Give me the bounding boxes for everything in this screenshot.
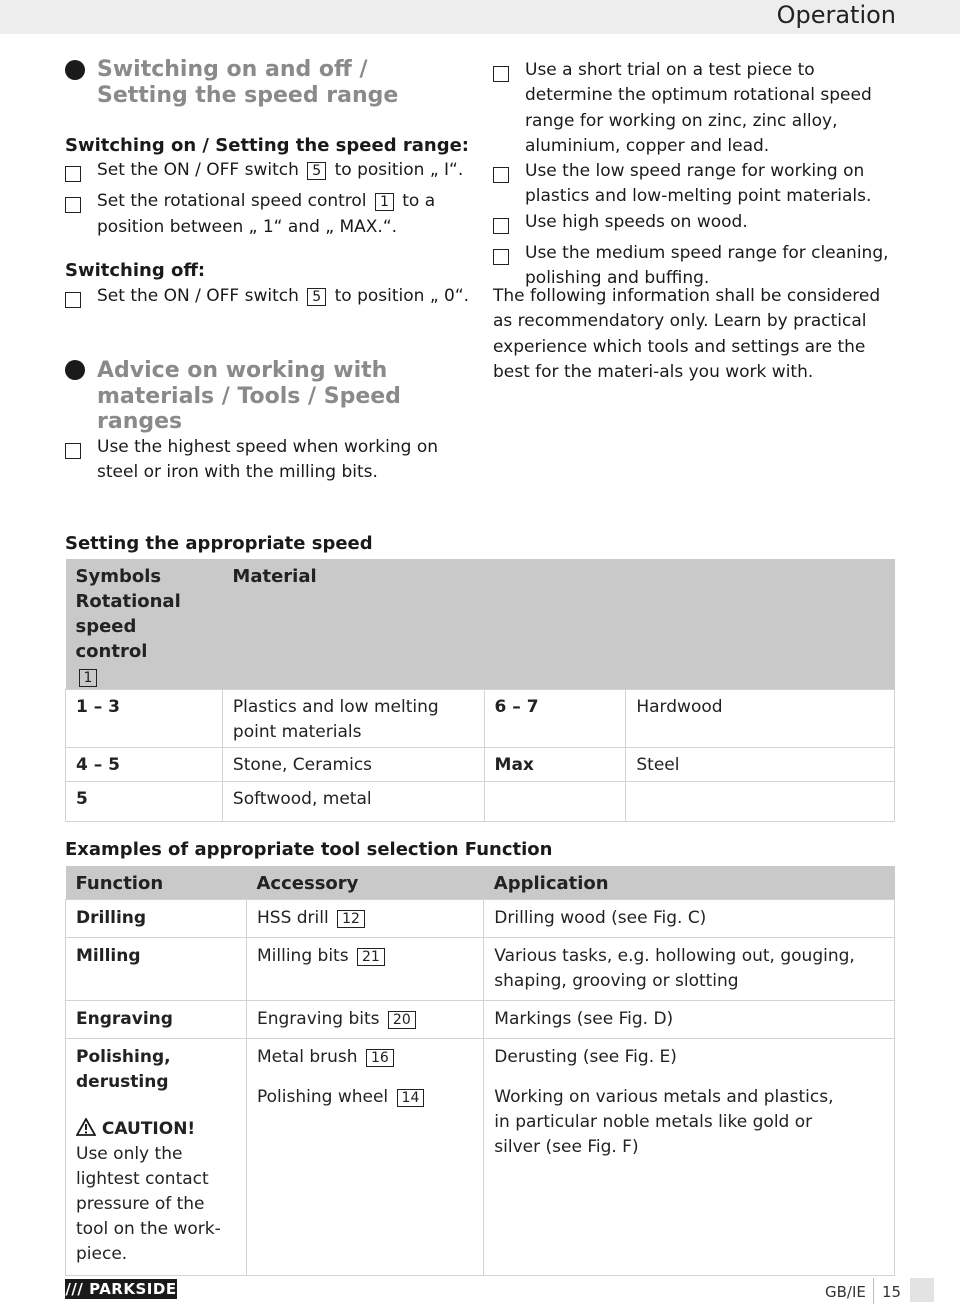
part-number: 16 [366, 1049, 394, 1067]
caution-label: CAUTION! [76, 1117, 236, 1142]
header-symbols: Symbols Rotational speed control 1 [66, 559, 223, 690]
list-item: Set the rotational speed control 1 to a position between „ 1“ and „ MAX.“. [65, 189, 475, 240]
caution-text: Use only the lightest contact pressure of the tool on the work-piece. [76, 1144, 221, 1264]
language-code: GB/IE [825, 1283, 866, 1301]
part-number: 5 [307, 288, 326, 306]
page-number: 15 [882, 1283, 902, 1301]
list-item: Use the highest speed when working on steel or iron with the milling bits. [65, 435, 465, 486]
list-item: Use high speeds on wood. [493, 210, 903, 241]
brand-logo: /// PARKSIDE [65, 1280, 177, 1298]
right-column-list [493, 58, 903, 292]
header-application: Application [484, 866, 895, 900]
table-row: Milling Milling bits 21 Various tasks, e.g. hollowing out, gouging, shaping, grooving or slotting [66, 938, 895, 1001]
tool-table [65, 866, 895, 1276]
switching-on-list [65, 158, 475, 240]
advice-list [65, 435, 465, 486]
checkbox-icon [65, 292, 81, 308]
switching-heading: Switching on and off / Setting the speed range [97, 57, 399, 108]
header-function: Function [66, 866, 247, 900]
table-row: Polishing, derusting CAUTION! Use only the lightest contact pressure of the tool on the work-piece. Metal brush 16 Polishing wheel 14 Derusting (see Fig. E) Working on various metals and plastics, in particular noble metals like gold or silver (see Fig. F) [66, 1039, 895, 1276]
list-item: Set the ON / OFF switch 5 to position „ 0“. [65, 284, 475, 315]
speed-table-title: Setting the appropriate speed [65, 533, 373, 554]
list-item: Use the medium speed range for cleaning, polishing and buffing. [493, 241, 903, 292]
header-material: Material [222, 559, 894, 690]
part-number: 14 [397, 1089, 425, 1107]
speed-table [65, 559, 895, 822]
checkbox-icon [65, 197, 81, 213]
part-number: 12 [337, 910, 365, 928]
recommendation-paragraph: The following information shall be considered as recommendatory only. Learn by practical experience which tools and settings are the best for the materi-als you work with. [493, 286, 881, 382]
checkbox-icon [493, 218, 509, 234]
checkbox-icon [493, 167, 509, 183]
section-title: Operation [776, 1, 896, 29]
table-header-row [66, 866, 895, 900]
header-accessory: Accessory [247, 866, 484, 900]
switching-off-subheading: Switching off: [65, 260, 206, 281]
list-item: Use the low speed range for working on plastics and low-melting point materials. [493, 159, 903, 210]
footer-divider [873, 1278, 874, 1304]
checkbox-icon [493, 66, 509, 82]
tool-table-title: Examples of appropriate tool selection Function [65, 839, 553, 860]
table-row: 5 Softwood, metal [66, 782, 895, 822]
part-number: 21 [357, 948, 385, 966]
checkbox-icon [493, 249, 509, 265]
table-row: Engraving Engraving bits 20 Markings (see Fig. D) [66, 1001, 895, 1039]
switching-on-subheading: Switching on / Setting the speed range: [65, 135, 469, 156]
table-row: 4 – 5 Stone, Ceramics Max Steel [66, 748, 895, 782]
warning-triangle-icon [76, 1118, 96, 1136]
part-number: 20 [388, 1011, 416, 1029]
part-number: 1 [375, 193, 394, 211]
checkbox-icon [65, 166, 81, 182]
bullet-dot-icon [65, 60, 85, 80]
part-number: 5 [307, 162, 326, 180]
table-row: 1 – 3 Plastics and low melting point materials 6 – 7 Hardwood [66, 690, 895, 748]
switching-off-list [65, 284, 475, 315]
table-row: Drilling HSS drill 12 Drilling wood (see Fig. C) [66, 900, 895, 938]
bullet-dot-icon [65, 360, 85, 380]
footer-marker [910, 1278, 934, 1302]
list-item: Use a short trial on a test piece to determine the optimum rotational speed range for working on zinc, zinc alloy, aluminium, copper and lead. [493, 58, 903, 159]
table-header-row [66, 559, 895, 690]
part-number: 1 [79, 669, 98, 687]
list-item: Set the ON / OFF switch 5 to position „ I“. [65, 158, 475, 189]
checkbox-icon [65, 443, 81, 459]
advice-heading: Advice on working with materials / Tools / Speed ranges [97, 358, 401, 434]
